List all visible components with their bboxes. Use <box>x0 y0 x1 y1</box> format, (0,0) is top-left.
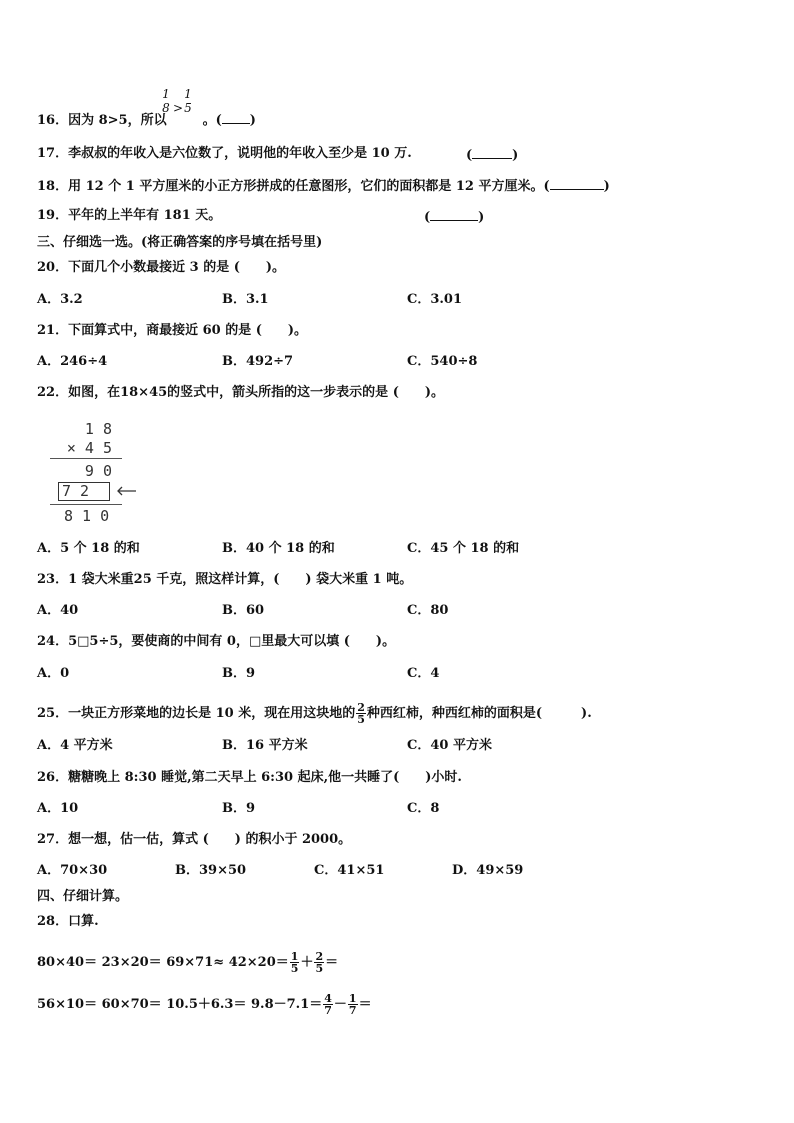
q28-row-2-text: 56×10＝ 60×70＝ 10.5＋6.3＝ 9.8－7.1＝ <box>37 997 323 1012</box>
q23-option-b[interactable]: B．60 <box>222 603 265 618</box>
q27-option-d[interactable]: D．49×59 <box>452 863 524 878</box>
q24-option-a[interactable]: A．0 <box>37 666 70 681</box>
q17-answer-blank[interactable] <box>472 146 512 159</box>
q16-suffix: 。( <box>202 113 222 128</box>
figure-row-product: 8 1 0 <box>64 507 110 525</box>
q20-option-b[interactable]: B．3.1 <box>222 292 269 307</box>
figure-rule-1 <box>50 458 122 459</box>
q22-option-b[interactable]: B．40 个 18 的和 <box>222 541 335 556</box>
q26-option-c[interactable]: C．8 <box>407 801 440 816</box>
vertical-multiplication-figure <box>50 420 130 530</box>
figure-row-multiplicand: 1 8 <box>84 420 112 438</box>
question-18: 18．用 12 个 1 平方厘米的小正方形拼成的任意图形，它们的面积都是 12 平方厘米。( ) <box>37 179 610 194</box>
q27-option-c[interactable]: C．41×51 <box>314 863 385 878</box>
q26-option-b[interactable]: B．9 <box>222 801 256 816</box>
q23-option-c[interactable]: C．80 <box>407 603 449 618</box>
q23-option-a[interactable]: A．40 <box>37 603 79 618</box>
question-28: 28．口算. <box>37 914 99 929</box>
q16-gt-sign: > <box>172 101 184 115</box>
q16-prefix: 16．因为 8>5，所以 <box>37 113 167 128</box>
q21-option-a[interactable]: A．246÷4 <box>37 354 108 369</box>
q28-row-1-text: 80×40＝ 23×20＝ 69×71≈ 42×20＝ <box>37 955 289 970</box>
q25-fraction: $\frac{2}{5}$ <box>357 701 365 726</box>
figure-row-partial-1: 9 0 <box>84 462 112 480</box>
q18-text: 18．用 12 个 1 平方厘米的小正方形拼成的任意图形，它们的面积都是 12 平方厘米。( <box>37 179 550 194</box>
figure-row-multiplier: × 4 5 <box>66 439 112 457</box>
q19-answer-blank[interactable] <box>430 208 478 221</box>
q26-option-a[interactable]: A．10 <box>37 801 79 816</box>
q21-option-b[interactable]: B．492÷7 <box>222 354 294 369</box>
q20-option-c[interactable]: C．3.01 <box>407 292 463 307</box>
q28-row-2-frac-b: $\frac{1}{7}$ <box>348 992 357 1017</box>
q25-stem-b: 种西红柿，种西红柿的面积是( ). <box>366 706 592 721</box>
q22-option-a[interactable]: A．5 个 18 的和 <box>37 541 140 556</box>
q27-option-a[interactable]: A．70×30 <box>37 863 108 878</box>
question-22: 22．如图，在18×45的竖式中，箭头所指的这一步表示的是 ( )。 <box>37 385 444 400</box>
question-16: 16．因为 8>5，所以 。( ) <box>37 113 256 128</box>
q25-option-b[interactable]: B．16 平方米 <box>222 738 308 753</box>
q28-row-1: 80×40＝ 23×20＝ 69×71≈ 42×20＝ $\frac{1}{5}$ ＋ $\frac{2}{5}$ ＝ <box>37 950 339 975</box>
q25-option-a[interactable]: A．4 平方米 <box>37 738 113 753</box>
q22-option-c[interactable]: C．45 个 18 的和 <box>407 541 520 556</box>
question-23: 23．1 袋大米重25 千克，照这样计算，( ) 袋大米重 1 吨。 <box>37 572 413 587</box>
q17-answer: ( ) <box>466 148 519 163</box>
q25-stem-a: 25．一块正方形菜地的边长是 10 米，现在用这块地的 <box>37 706 356 721</box>
q28-row-1-frac-b: $\frac{2}{5}$ <box>315 950 324 975</box>
question-24: 24．5□5÷5，要使商的中间有 0，□里最大可以填 ( )。 <box>37 634 396 649</box>
q16-frac-a-num: 1 <box>162 87 170 101</box>
question-25 <box>37 702 592 725</box>
question-20: 20．下面几个小数最接近 3 的是 ( )。 <box>37 260 286 275</box>
q16-frac-b-den: 5 <box>184 101 192 115</box>
q27-option-b[interactable]: B．39×50 <box>175 863 247 878</box>
q16-frac-a-den: 8 <box>162 101 170 115</box>
q21-option-c[interactable]: C．540÷8 <box>407 354 478 369</box>
q19-text: 19．平年的上半年有 181 天。 <box>37 208 222 223</box>
question-27: 27．想一想，估一估，算式 ( ) 的积小于 2000。 <box>37 832 352 847</box>
figure-rule-2 <box>50 504 122 505</box>
figure-row-partial-2: 7 2 <box>62 482 90 500</box>
q20-option-a[interactable]: A．3.2 <box>37 292 83 307</box>
q25-option-c[interactable]: C．40 平方米 <box>407 738 492 753</box>
question-26: 26．糖糖晚上 8:30 睡觉,第二天早上 6:30 起床,他一共睡了( )小时. <box>37 770 462 785</box>
q18-answer-blank[interactable] <box>550 177 604 190</box>
left-arrow-icon <box>116 486 136 496</box>
q24-option-c[interactable]: C．4 <box>407 666 440 681</box>
q28-row-2: 56×10＝ 60×70＝ 10.5＋6.3＝ 9.8－7.1＝ $\frac{4}{7}$ － $\frac{1}{7}$ ＝ <box>37 992 372 1017</box>
question-21: 21．下面算式中，商最接近 60 的是 ( )。 <box>37 323 308 338</box>
q28-row-2-frac-a: $\frac{4}{7}$ <box>324 992 332 1017</box>
q24-option-b[interactable]: B．9 <box>222 666 256 681</box>
question-17 <box>37 146 412 162</box>
q16-answer-blank[interactable] <box>222 111 250 124</box>
q16-frac-b-num: 1 <box>184 87 192 101</box>
section-3-heading: 三、仔细选一选。(将正确答案的序号填在括号里) <box>37 235 323 250</box>
q19-answer: ( ) <box>424 210 485 225</box>
q17-text: 17．李叔叔的年收入是六位数了，说明他的年收入至少是 10 万. <box>37 146 412 161</box>
q28-row-1-frac-a: $\frac{1}{5}$ <box>290 950 299 975</box>
question-19 <box>37 208 221 224</box>
section-4-heading: 四、仔细计算。 <box>37 889 129 904</box>
